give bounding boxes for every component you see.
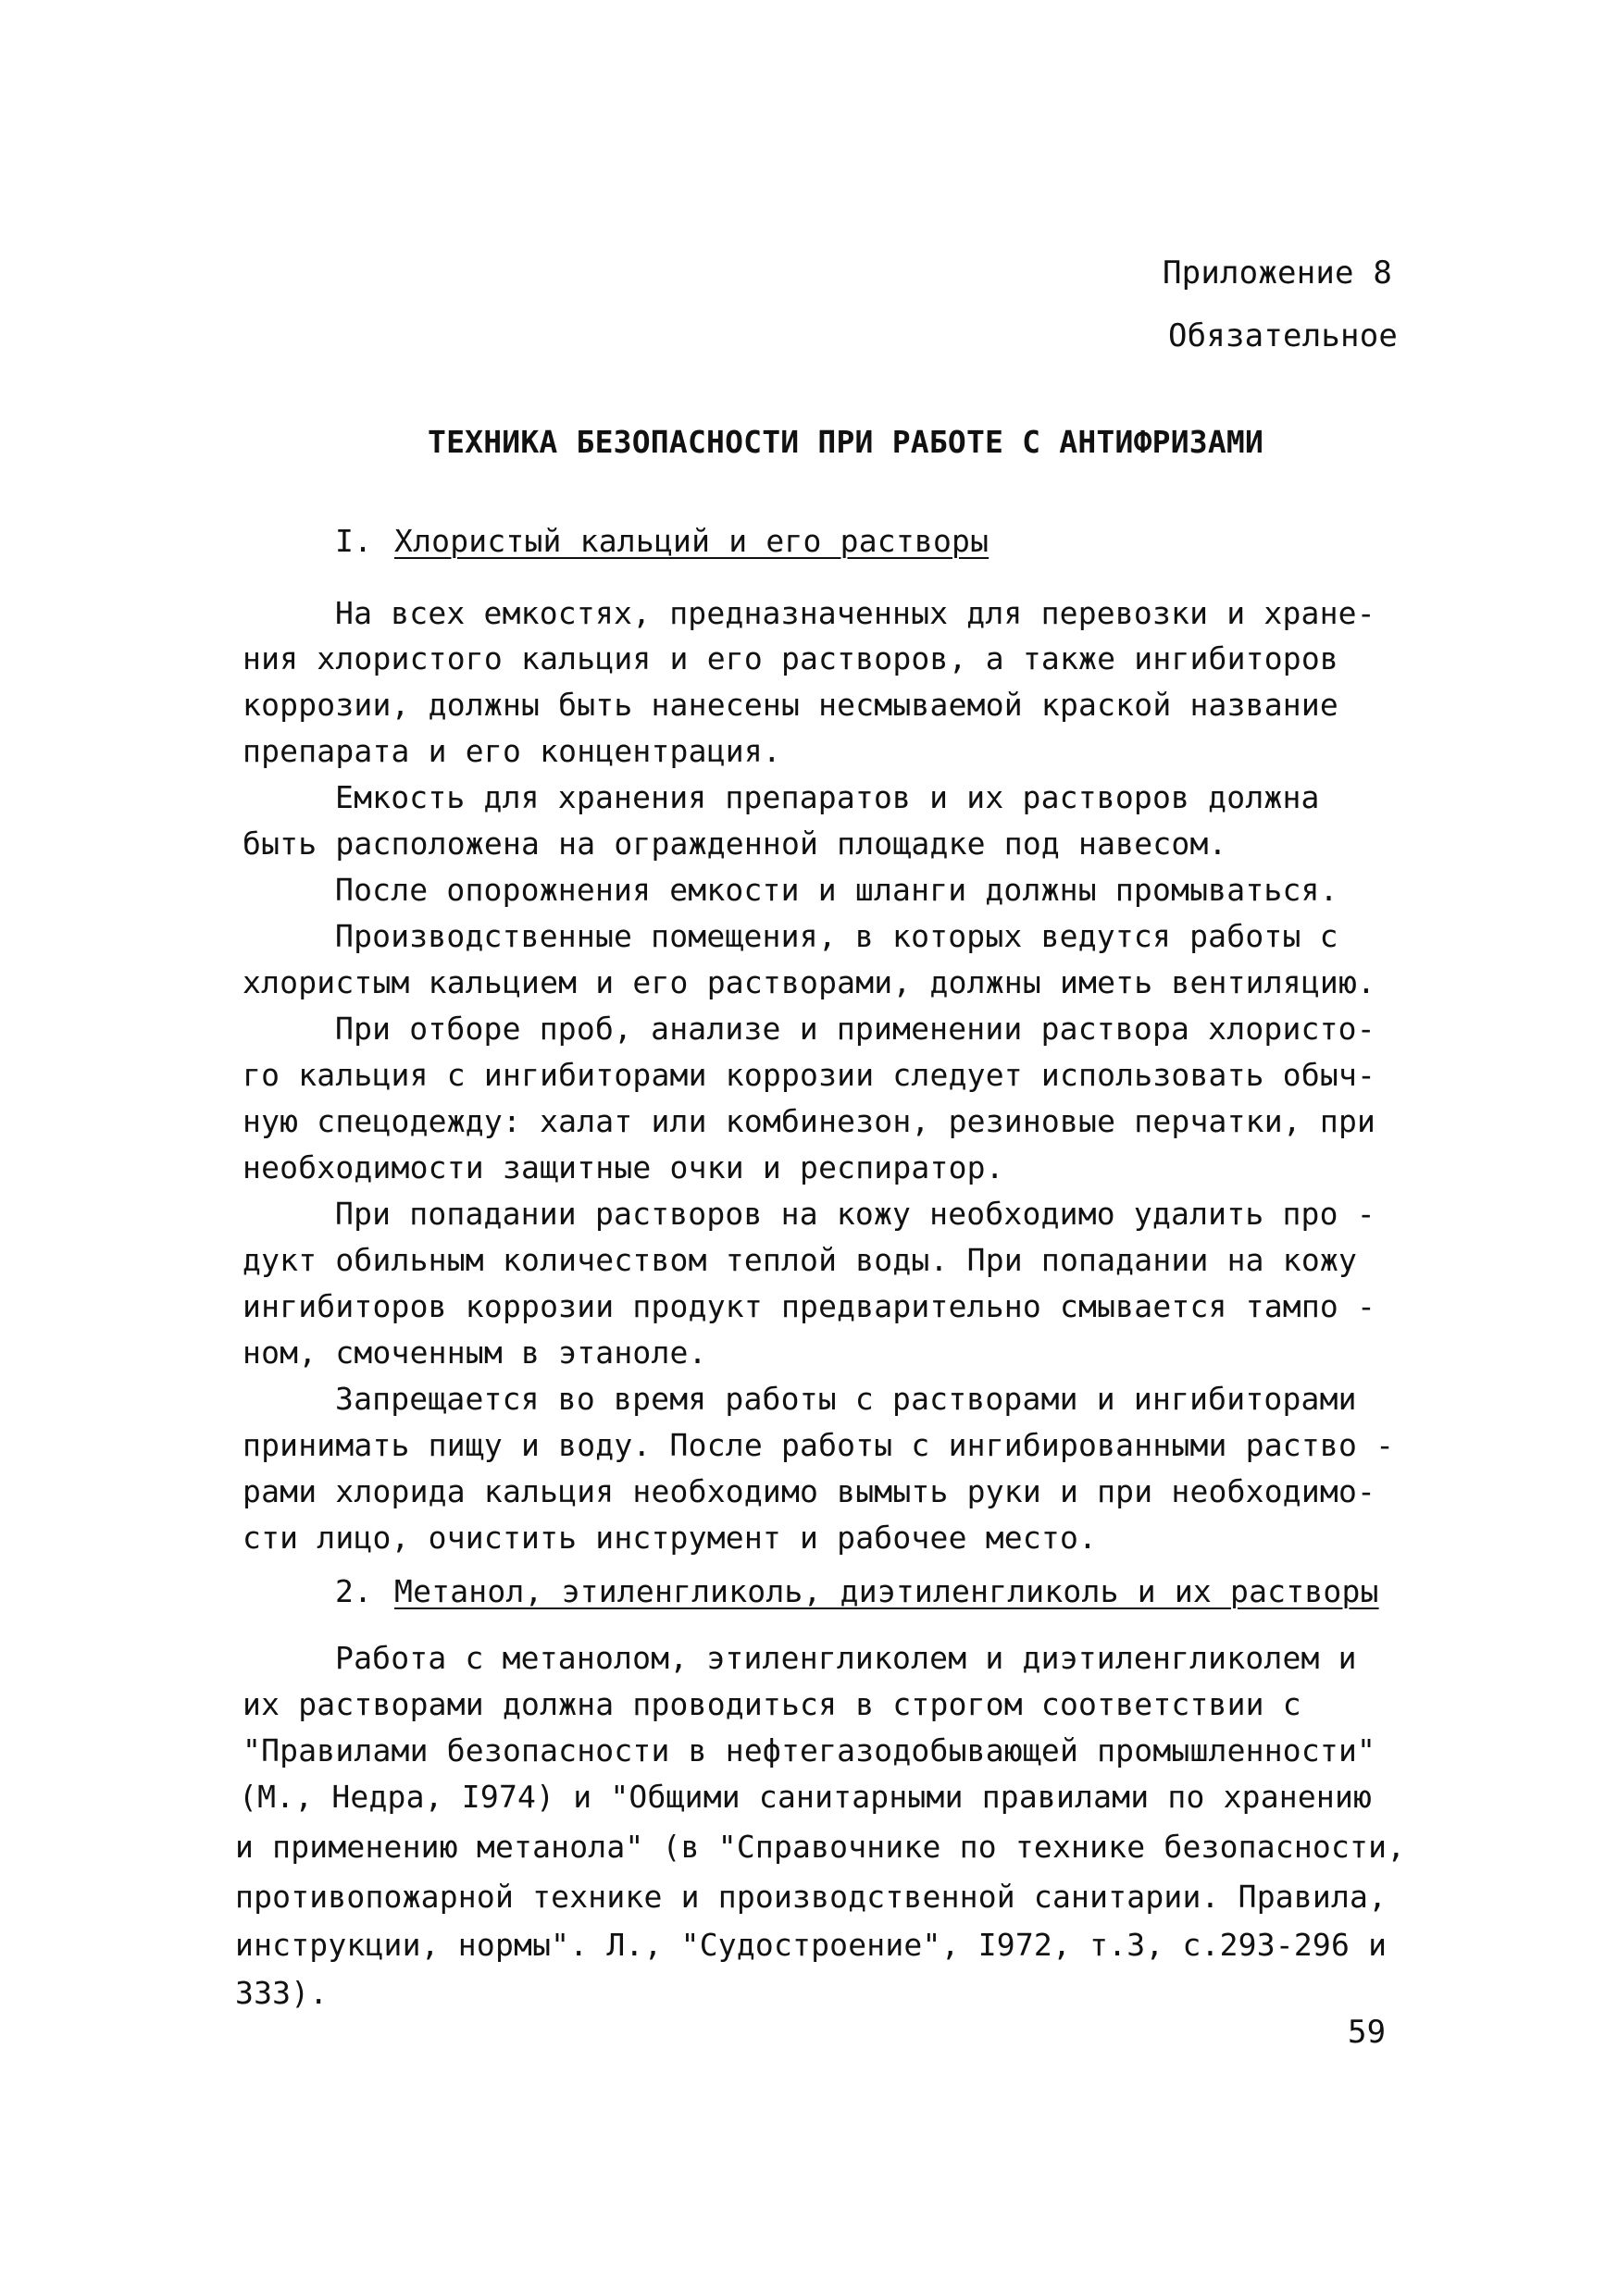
- section2-heading: Метанол, этиленгликоль, диэтиленгликоль и их растворы: [394, 1573, 1379, 1609]
- section2-line: и применению метанола" (в "Справочнике по технике безопасности,: [235, 1829, 1406, 1865]
- section1-line: необходимости защитные очки и респиратор.: [243, 1149, 1004, 1185]
- section1-line: ния хлористого кальция и его растворов, а также ингибиторов: [243, 640, 1338, 676]
- section2-line: 333).: [235, 1975, 329, 2011]
- section1-line: Емкость для хранения препаратов и их растворов должна: [335, 779, 1320, 815]
- section1-heading: Хлористый кальций и его растворы: [394, 523, 989, 559]
- document-title: ТЕХНИКА БЕЗОПАСНОСТИ ПРИ РАБОТЕ С АНТИФРИЗАМИ: [428, 424, 1264, 460]
- section1-line: ном, смоченным в этаноле.: [243, 1334, 707, 1371]
- section1-line: принимать пищу и воду. После работы с ингибированными раство -: [243, 1427, 1395, 1463]
- section2-line: инструкции, нормы". Л., "Судостроение", I972, т.3, с.293-296 и: [235, 1927, 1388, 1963]
- section1-line: сти лицо, очистить инструмент и рабочее место.: [243, 1520, 1098, 1556]
- section2-line: их растворами должна проводиться в строгом соответствии с: [243, 1686, 1301, 1722]
- section1-line: Запрещается во время работы с растворами и ингибиторами: [335, 1381, 1357, 1417]
- section1-line: Производственные помещения, в которых ведутся работы с: [335, 918, 1338, 954]
- section1-line: го кальция с ингибиторами коррозии следует использовать обыч-: [243, 1057, 1376, 1093]
- section1-line: При отборе проб, анализе и применении раствора хлористо-: [335, 1011, 1375, 1047]
- page-number: 59: [1348, 2014, 1387, 2051]
- section2-line: (М., Недра, I974) и "Общими санитарными правилами по хранению: [239, 1779, 1373, 1815]
- section1-line: коррозии, должны быть нанесены несмываемой краской название: [243, 687, 1338, 723]
- appendix-status: Обязательное: [1168, 317, 1399, 354]
- section2-line: Работа с метанолом, этиленгликолем и диэтиленгликолем и: [335, 1640, 1357, 1676]
- section1-line: ингибиторов коррозии продукт предварительно смывается тампо -: [243, 1288, 1376, 1324]
- section1-line: рами хлорида кальция необходимо вымыть руки и при необходимо-: [243, 1473, 1376, 1509]
- appendix-label: Приложение 8: [1163, 254, 1393, 292]
- section1-line: хлористым кальцием и его растворами, должны иметь вентиляцию.: [243, 964, 1376, 1000]
- section1-line: ную спецодежду: халат или комбинезон, резиновые перчатки, при: [243, 1103, 1376, 1139]
- section1-line: быть расположена на огражденной площадке под навесом.: [243, 825, 1227, 862]
- section1-line: препарата и его концентрация.: [243, 733, 781, 769]
- section2-line: "Правилами безопасности в нефтегазодобывающей промышленности": [243, 1732, 1376, 1769]
- section1-line: На всех емкостях, предназначенных для перевозки и хране-: [335, 595, 1375, 631]
- section2-number: 2.: [335, 1573, 373, 1609]
- section1-line: При попадании растворов на кожу необходимо удалить про -: [335, 1196, 1375, 1232]
- section1-line: После опорожнения емкости и шланги должны промываться.: [335, 872, 1338, 908]
- section1-number: I.: [335, 523, 373, 559]
- section1-line: дукт обильным количеством теплой воды. При попадании на кожу: [243, 1242, 1358, 1278]
- section2-line: противопожарной технике и производственной санитарии. Правила,: [235, 1879, 1388, 1915]
